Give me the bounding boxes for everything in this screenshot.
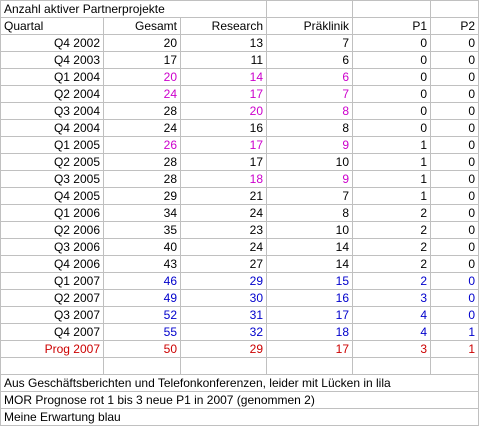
praeklinik-cell[interactable]: 7 [267, 86, 353, 103]
p2-cell[interactable]: 0 [431, 86, 479, 103]
research-cell[interactable]: 17 [181, 137, 267, 154]
gesamt-cell[interactable]: 28 [104, 154, 181, 171]
quartal-cell[interactable]: Q2 2007 [1, 290, 104, 307]
praeklinik-cell[interactable]: 18 [267, 324, 353, 341]
quartal-cell[interactable]: Q1 2005 [1, 137, 104, 154]
gesamt-cell[interactable]: 17 [104, 52, 181, 69]
table-row [1, 69, 479, 86]
p1-cell[interactable]: 4 [353, 307, 431, 324]
p1-cell[interactable]: 0 [353, 52, 431, 69]
p2-cell[interactable]: 0 [431, 222, 479, 239]
research-cell[interactable]: 11 [181, 52, 267, 69]
praeklinik-cell[interactable]: 8 [267, 205, 353, 222]
p2-cell[interactable]: 0 [431, 273, 479, 290]
research-cell[interactable]: 17 [181, 154, 267, 171]
cell[interactable] [267, 1, 353, 18]
quartal-cell[interactable]: Q1 2007 [1, 273, 104, 290]
quartal-cell[interactable]: Q4 2002 [1, 35, 104, 52]
quartal-cell[interactable]: Q1 2004 [1, 69, 104, 86]
p1-cell[interactable]: 2 [353, 222, 431, 239]
quartal-cell[interactable]: Q3 2005 [1, 171, 104, 188]
table-row [1, 290, 479, 307]
p2-cell[interactable]: 0 [431, 69, 479, 86]
header-research[interactable]: Research [181, 18, 267, 35]
header-praeklinik[interactable]: Präklinik [267, 18, 353, 35]
research-cell[interactable]: 29 [181, 273, 267, 290]
p2-cell[interactable]: 1 [431, 341, 479, 358]
quartal-cell[interactable]: Q4 2005 [1, 188, 104, 205]
praeklinik-cell[interactable]: 17 [267, 341, 353, 358]
quartal-cell[interactable]: Q3 2006 [1, 239, 104, 256]
table-row [1, 256, 479, 273]
gesamt-cell[interactable]: 46 [104, 273, 181, 290]
gesamt-cell[interactable]: 26 [104, 137, 181, 154]
cell[interactable] [181, 358, 267, 375]
quartal-cell[interactable]: Q2 2004 [1, 86, 104, 103]
table-row [1, 120, 479, 137]
gesamt-cell[interactable]: 52 [104, 307, 181, 324]
table-row [1, 222, 479, 239]
praeklinik-cell[interactable]: 10 [267, 222, 353, 239]
table-row [1, 171, 479, 188]
table-row [1, 86, 479, 103]
p1-cell[interactable]: 0 [353, 103, 431, 120]
praeklinik-cell[interactable]: 15 [267, 273, 353, 290]
table-title[interactable]: Anzahl aktiver Partnerprojekte [1, 1, 267, 18]
quartal-cell[interactable]: Q4 2007 [1, 324, 104, 341]
gesamt-cell[interactable]: 28 [104, 103, 181, 120]
table-row [1, 307, 479, 324]
header-gesamt[interactable]: Gesamt [104, 18, 181, 35]
research-cell[interactable]: 32 [181, 324, 267, 341]
quartal-cell[interactable]: Q2 2005 [1, 154, 104, 171]
praeklinik-cell[interactable]: 6 [267, 52, 353, 69]
research-cell[interactable]: 16 [181, 120, 267, 137]
p2-cell[interactable]: 0 [431, 256, 479, 273]
p1-cell[interactable]: 1 [353, 154, 431, 171]
header-p1[interactable]: P1 [353, 18, 431, 35]
p1-cell[interactable]: 2 [353, 239, 431, 256]
gesamt-cell[interactable]: 29 [104, 188, 181, 205]
gesamt-cell[interactable]: 24 [104, 86, 181, 103]
gesamt-cell[interactable]: 49 [104, 290, 181, 307]
praeklinik-cell[interactable]: 8 [267, 120, 353, 137]
note-row [1, 375, 479, 392]
p1-cell[interactable]: 1 [353, 137, 431, 154]
p1-cell[interactable]: 1 [353, 171, 431, 188]
p2-cell[interactable]: 0 [431, 103, 479, 120]
note-row [1, 392, 479, 409]
research-cell[interactable]: 21 [181, 188, 267, 205]
praeklinik-cell[interactable]: 10 [267, 154, 353, 171]
gesamt-cell[interactable]: 55 [104, 324, 181, 341]
research-cell[interactable]: 31 [181, 307, 267, 324]
gesamt-cell[interactable]: 24 [104, 120, 181, 137]
header-row [1, 18, 479, 35]
quartal-cell[interactable]: Q4 2006 [1, 256, 104, 273]
cell[interactable] [353, 1, 431, 18]
table-row [1, 341, 479, 358]
p1-cell[interactable]: 0 [353, 120, 431, 137]
note-cell[interactable]: MOR Prognose rot 1 bis 3 neue P1 in 2007 (genommen 2) [1, 392, 479, 409]
quartal-cell[interactable]: Q2 2006 [1, 222, 104, 239]
quartal-cell[interactable]: Q3 2007 [1, 307, 104, 324]
p2-cell[interactable]: 0 [431, 154, 479, 171]
p2-cell[interactable]: 0 [431, 137, 479, 154]
research-cell[interactable]: 18 [181, 171, 267, 188]
cell[interactable] [353, 358, 431, 375]
table-row [1, 324, 479, 341]
gesamt-cell[interactable]: 28 [104, 171, 181, 188]
research-cell[interactable]: 24 [181, 239, 267, 256]
research-cell[interactable]: 24 [181, 205, 267, 222]
p1-cell[interactable]: 3 [353, 290, 431, 307]
quartal-cell[interactable]: Q4 2004 [1, 120, 104, 137]
research-cell[interactable]: 29 [181, 341, 267, 358]
p1-cell[interactable]: 2 [353, 205, 431, 222]
praeklinik-cell[interactable]: 9 [267, 171, 353, 188]
cell[interactable] [1, 358, 104, 375]
table-row [1, 35, 479, 52]
gesamt-cell[interactable]: 40 [104, 239, 181, 256]
cell[interactable] [431, 1, 479, 18]
p1-cell[interactable]: 0 [353, 35, 431, 52]
research-cell[interactable]: 23 [181, 222, 267, 239]
title-row [1, 1, 479, 18]
research-cell[interactable]: 17 [181, 86, 267, 103]
header-quartal[interactable]: Quartal [1, 18, 104, 35]
table-row [1, 273, 479, 290]
table-row [1, 103, 479, 120]
p2-cell[interactable]: 0 [431, 205, 479, 222]
note-cell[interactable]: Meine Erwartung blau [1, 409, 479, 426]
research-cell[interactable]: 27 [181, 256, 267, 273]
p1-cell[interactable]: 2 [353, 273, 431, 290]
quartal-cell[interactable]: Q4 2003 [1, 52, 104, 69]
p2-cell[interactable]: 0 [431, 35, 479, 52]
cell[interactable] [104, 358, 181, 375]
research-cell[interactable]: 13 [181, 35, 267, 52]
table-row [1, 205, 479, 222]
gesamt-cell[interactable]: 34 [104, 205, 181, 222]
praeklinik-cell[interactable]: 7 [267, 35, 353, 52]
praeklinik-cell[interactable]: 9 [267, 137, 353, 154]
gesamt-cell[interactable]: 20 [104, 35, 181, 52]
praeklinik-cell[interactable]: 6 [267, 69, 353, 86]
cell[interactable] [431, 358, 479, 375]
quartal-cell[interactable]: Q1 2006 [1, 205, 104, 222]
p2-cell[interactable]: 0 [431, 188, 479, 205]
p2-cell[interactable]: 0 [431, 171, 479, 188]
gesamt-cell[interactable]: 50 [104, 341, 181, 358]
quartal-cell[interactable]: Q3 2004 [1, 103, 104, 120]
note-cell[interactable]: Aus Geschäftsberichten und Telefonkonferenzen, leider mit Lücken in lila [1, 375, 479, 392]
p1-cell[interactable]: 1 [353, 188, 431, 205]
gesamt-cell[interactable]: 43 [104, 256, 181, 273]
p2-cell[interactable]: 0 [431, 290, 479, 307]
gesamt-cell[interactable]: 35 [104, 222, 181, 239]
table-row [1, 239, 479, 256]
research-cell[interactable]: 20 [181, 103, 267, 120]
table-row [1, 188, 479, 205]
praeklinik-cell[interactable]: 7 [267, 188, 353, 205]
note-row [1, 409, 479, 426]
gesamt-cell[interactable]: 20 [104, 69, 181, 86]
p2-cell[interactable]: 0 [431, 120, 479, 137]
p1-cell[interactable]: 0 [353, 69, 431, 86]
p1-cell[interactable]: 2 [353, 256, 431, 273]
p1-cell[interactable]: 4 [353, 324, 431, 341]
research-cell[interactable]: 14 [181, 69, 267, 86]
empty-row [1, 358, 479, 375]
p2-cell[interactable]: 1 [431, 324, 479, 341]
p2-cell[interactable]: 0 [431, 307, 479, 324]
quartal-cell[interactable]: Prog 2007 [1, 341, 104, 358]
header-p2[interactable]: P2 [431, 18, 479, 35]
table-row [1, 154, 479, 171]
p2-cell[interactable]: 0 [431, 239, 479, 256]
praeklinik-cell[interactable]: 8 [267, 103, 353, 120]
p1-cell[interactable]: 3 [353, 341, 431, 358]
table-row [1, 52, 479, 69]
p1-cell[interactable]: 0 [353, 86, 431, 103]
table-row [1, 137, 479, 154]
praeklinik-cell[interactable]: 17 [267, 307, 353, 324]
cell[interactable] [267, 358, 353, 375]
praeklinik-cell[interactable]: 14 [267, 239, 353, 256]
praeklinik-cell[interactable]: 14 [267, 256, 353, 273]
praeklinik-cell[interactable]: 16 [267, 290, 353, 307]
p2-cell[interactable]: 0 [431, 52, 479, 69]
research-cell[interactable]: 30 [181, 290, 267, 307]
